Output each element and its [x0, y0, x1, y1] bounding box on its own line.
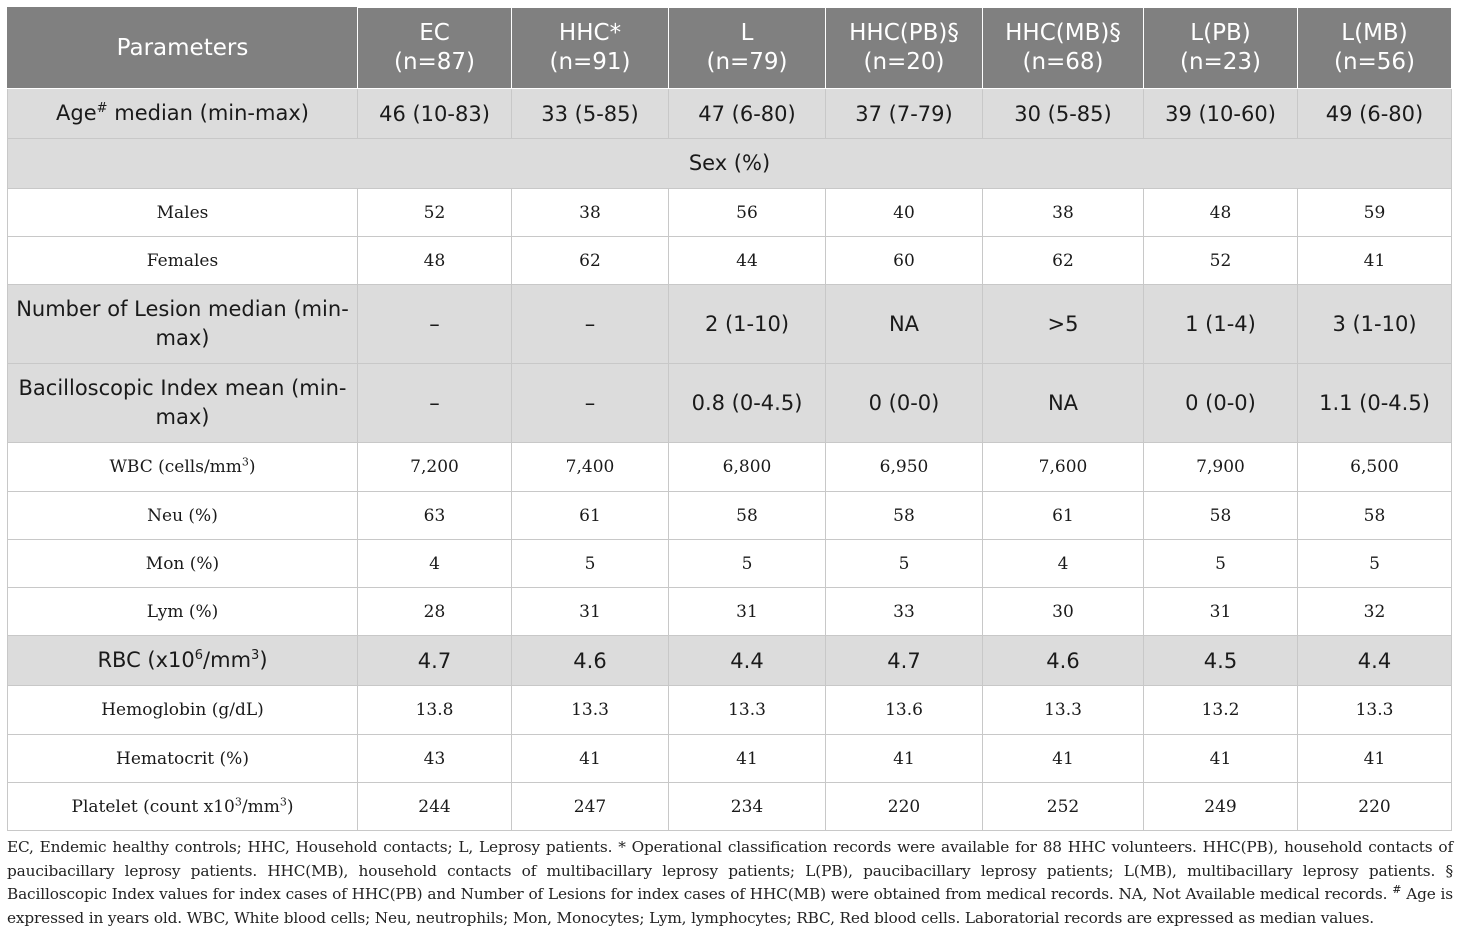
table-cell: 58	[1298, 492, 1452, 540]
table-cell: 13.3	[1298, 686, 1452, 735]
table-cell: 41	[1144, 735, 1298, 783]
table-cell: 13.2	[1144, 686, 1298, 735]
table-cell: 13.3	[983, 686, 1144, 735]
table-cell: –	[512, 364, 669, 443]
table-row	[8, 364, 1452, 443]
table-cell: 252	[983, 783, 1144, 831]
table-cell: –	[358, 285, 512, 364]
table-cell: 4	[358, 540, 512, 588]
table-cell: 6,800	[669, 443, 826, 492]
table-cell: 56	[669, 189, 826, 237]
footnote-superscript: #	[1392, 882, 1402, 896]
table-cell: 244	[358, 783, 512, 831]
table-row	[8, 189, 1452, 237]
table-row	[8, 686, 1452, 735]
table-cell: 37 (7-79)	[826, 89, 983, 139]
table-row	[8, 89, 1452, 139]
table-cell: 234	[669, 783, 826, 831]
table-cell: 48	[358, 237, 512, 285]
row-label: Mon (%)	[8, 540, 358, 588]
row-label: Age# median (min-max)	[8, 89, 358, 139]
table-cell: 13.6	[826, 686, 983, 735]
table-cell: 28	[358, 588, 512, 636]
table-cell: 62	[512, 237, 669, 285]
table-cell: 61	[983, 492, 1144, 540]
table-cell: 7,400	[512, 443, 669, 492]
table-cell: 58	[669, 492, 826, 540]
table-footnote: EC, Endemic healthy controls; HHC, Household contacts; L, Leprosy patients. * Operational classification records were available for 88 HHC volunteers. HHC(PB), household contacts of paucibacillary leprosy patients. HHC(MB), household contacts of multibacillary leprosy patients; L(PB), paucibacillary leprosy patients; L(MB), multibacillary leprosy patients. § Bacilloscopic Index values for index cases of HHC(PB) and Number of Lesions for index cases of HHC(MB) were obtained from medical records. NA, Not Available medical records. # Age is expressed in years old. WBC, White blood cells; Neu, neutrophils; Mon, Monocytes; Lym, lymphocytes; RBC, Red blood cells. Laboratorial records are expressed as median values.	[7, 838, 1453, 927]
table-cell: 30	[983, 588, 1144, 636]
table-cell: 47 (6-80)	[669, 89, 826, 139]
table-cell: 4.6	[512, 636, 669, 686]
table-cell: 63	[358, 492, 512, 540]
table-cell: 52	[358, 189, 512, 237]
table-cell: 41	[826, 735, 983, 783]
table-row	[8, 443, 1452, 492]
table-cell: 49 (6-80)	[1298, 89, 1452, 139]
table-cell: 61	[512, 492, 669, 540]
col-header-hhc-mb: HHC(MB)§ (n=68)	[983, 8, 1144, 89]
row-label: Hemoglobin (g/dL)	[8, 686, 358, 735]
table-cell: 60	[826, 237, 983, 285]
table-row	[8, 285, 1452, 364]
data-table	[7, 7, 1452, 831]
table-row	[8, 735, 1452, 783]
table-cell: 52	[1144, 237, 1298, 285]
table-cell: 4	[983, 540, 1144, 588]
table-cell: 41	[983, 735, 1144, 783]
col-header-l: L (n=79)	[669, 8, 826, 89]
table-cell: 58	[826, 492, 983, 540]
table-cell: 40	[826, 189, 983, 237]
table-cell: 5	[1298, 540, 1452, 588]
table-cell: 41	[1298, 735, 1452, 783]
table-cell: 0 (0-0)	[1144, 364, 1298, 443]
table-cell: 39 (10-60)	[1144, 89, 1298, 139]
table-cell: 0 (0-0)	[826, 364, 983, 443]
table-cell: 249	[1144, 783, 1298, 831]
table-cell: 5	[512, 540, 669, 588]
table-cell: 5	[1144, 540, 1298, 588]
row-label: Sex (%)	[8, 139, 1452, 189]
table-row	[8, 540, 1452, 588]
table-cell: 1.1 (0-4.5)	[1298, 364, 1452, 443]
row-label: WBC $(cells/mm^3)$	[8, 443, 358, 492]
table-cell: 13.3	[512, 686, 669, 735]
row-label: Bacilloscopic Index mean (min-max)	[8, 364, 358, 443]
table-cell: 220	[826, 783, 983, 831]
table-cell: 1 (1-4)	[1144, 285, 1298, 364]
table-row	[8, 636, 1452, 686]
table-cell: 30 (5-85)	[983, 89, 1144, 139]
row-label: RBC $(x10^6/mm^3)$	[8, 636, 358, 686]
table-cell: 4.6	[983, 636, 1144, 686]
row-label: Platelet (count $x10^3/mm^3$)	[8, 783, 358, 831]
table-cell: 44	[669, 237, 826, 285]
table-cell: 41	[512, 735, 669, 783]
table-cell: 41	[1298, 237, 1452, 285]
row-label: Number of Lesion median (min-max)	[8, 285, 358, 364]
table-cell: 31	[669, 588, 826, 636]
col-header-l-pb: L(PB) (n=23)	[1144, 8, 1298, 89]
table-cell: –	[512, 285, 669, 364]
table-cell: 41	[669, 735, 826, 783]
table-row	[8, 237, 1452, 285]
table-cell: 5	[826, 540, 983, 588]
row-label: Males	[8, 189, 358, 237]
table-cell: 43	[358, 735, 512, 783]
table-cell: NA	[826, 285, 983, 364]
row-label: Females	[8, 237, 358, 285]
table-cell: 4.7	[358, 636, 512, 686]
table-cell: 4.5	[1144, 636, 1298, 686]
table-cell: 4.4	[1298, 636, 1452, 686]
table-cell: 46 (10-83)	[358, 89, 512, 139]
table-cell: 6,950	[826, 443, 983, 492]
table-cell: 33	[826, 588, 983, 636]
table-cell: 4.4	[669, 636, 826, 686]
table-cell: 4.7	[826, 636, 983, 686]
table-body	[8, 89, 1452, 831]
table-cell: 31	[512, 588, 669, 636]
row-label: Neu (%)	[8, 492, 358, 540]
col-header-parameters: Parameters	[8, 8, 358, 89]
table-cell: 13.3	[669, 686, 826, 735]
table-row	[8, 139, 1452, 189]
table-cell: 58	[1144, 492, 1298, 540]
table-cell: 32	[1298, 588, 1452, 636]
table-cell: 5	[669, 540, 826, 588]
table-cell: 62	[983, 237, 1144, 285]
table-cell: 2 (1-10)	[669, 285, 826, 364]
table-cell: 31	[1144, 588, 1298, 636]
col-header-hhc-pb: HHC(PB)§ (n=20)	[826, 8, 983, 89]
table-cell: 6,500	[1298, 443, 1452, 492]
table-cell: 0.8 (0-4.5)	[669, 364, 826, 443]
table-cell: >5	[983, 285, 1144, 364]
col-header-l-mb: L(MB) (n=56)	[1298, 8, 1452, 89]
table-cell: 13.8	[358, 686, 512, 735]
col-header-ec: EC (n=87)	[358, 8, 512, 89]
table-cell: –	[358, 364, 512, 443]
table-cell: 7,600	[983, 443, 1144, 492]
table-cell: 247	[512, 783, 669, 831]
table-cell: 48	[1144, 189, 1298, 237]
table-cell: 38	[512, 189, 669, 237]
table-cell: 59	[1298, 189, 1452, 237]
header-row	[8, 8, 1452, 89]
row-label: Hematocrit (%)	[8, 735, 358, 783]
table-cell: 38	[983, 189, 1144, 237]
table-cell: 7,200	[358, 443, 512, 492]
table-row	[8, 492, 1452, 540]
table-row	[8, 783, 1452, 831]
table-cell: 3 (1-10)	[1298, 285, 1452, 364]
table-cell: 33 (5-85)	[512, 89, 669, 139]
table-row	[8, 588, 1452, 636]
col-header-hhc: HHC* (n=91)	[512, 8, 669, 89]
table-cell: 220	[1298, 783, 1452, 831]
row-label: Lym (%)	[8, 588, 358, 636]
table-cell: 7,900	[1144, 443, 1298, 492]
table-cell: NA	[983, 364, 1144, 443]
